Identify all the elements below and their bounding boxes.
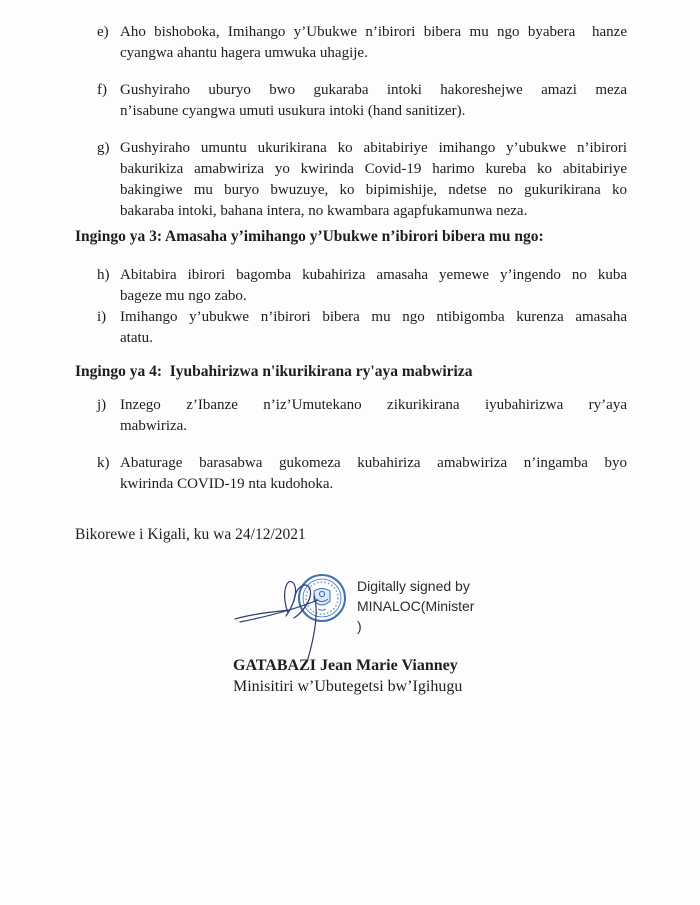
item-text-line: cyangwa ahantu hagera umwuka uhagije. bbox=[120, 45, 368, 61]
item-text-line: Gushyiraho uburyo bwo gukaraba intoki hakoreshejwe amazi meza bbox=[120, 82, 627, 98]
list-item-g bbox=[75, 138, 627, 222]
item-text-line: Imihango y’ubukwe n’ibirori bibera mu ngo ntibigomba kurenza amasaha bbox=[120, 309, 627, 325]
list-item-j bbox=[75, 395, 627, 437]
item-text-line: Abaturage barasabwa gukomeza kubahiriza amabwiriza n’ingamba byo bbox=[120, 455, 627, 471]
item-text-line: bakurikiza amabwiriza yo kwirinda Covid-19 harimo kureba ko abitabiriye bbox=[120, 161, 627, 177]
item-text-line: Gushyiraho umuntu ukurikirana ko abitabiriye imihango y’ubukwe n’ibirori bbox=[120, 140, 627, 156]
item-text-line: n’isabune cyangwa umuti usukura intoki (hand sanitizer). bbox=[120, 103, 466, 119]
item-text-line: bakaraba intoki, bahana intera, no kwambara agapfukamunwa neza. bbox=[120, 203, 528, 219]
item-text-line: bakingiwe mu buryo bwuzuye, ko bipimishije, ndetse no gukurikirana ko bbox=[120, 182, 627, 198]
item-letter: i) bbox=[97, 309, 107, 325]
list-item-f bbox=[75, 80, 627, 122]
digital-signature-caption bbox=[357, 576, 474, 636]
item-text-line: bageze mu ngo zabo. bbox=[120, 288, 247, 304]
digital-signature-line: Digitally signed by bbox=[357, 578, 470, 594]
handwritten-signature-icon bbox=[235, 581, 318, 662]
section-heading-ingingo-4: Ingingo ya 4: Iyubahirizwa n'ikurikirana ry'aya mabwiriza bbox=[75, 363, 473, 380]
digital-signature-line: ) bbox=[357, 618, 362, 634]
item-text-line: kwirinda COVID-19 nta kudohoka. bbox=[120, 476, 334, 492]
item-letter: h) bbox=[97, 267, 110, 283]
list-item-h bbox=[75, 265, 627, 307]
item-text-line: Inzego z’Ibanze n’iz’Umutekano zikurikirana iyubahirizwa ry’aya bbox=[120, 397, 627, 413]
digital-signature-line: MINALOC(Minister bbox=[357, 598, 475, 614]
item-letter: g) bbox=[97, 140, 110, 156]
signatory-name: GATABAZI Jean Marie Vianney bbox=[233, 657, 458, 674]
item-letter: f) bbox=[97, 82, 107, 98]
signature-block bbox=[75, 569, 627, 655]
minaloc-seal-icon bbox=[299, 575, 345, 621]
list-item-i bbox=[75, 307, 627, 349]
signatory-title: Minisitiri w’Ubutegetsi bw’Igihugu bbox=[233, 678, 463, 695]
item-text-line: atatu. bbox=[120, 330, 153, 346]
list-item-e bbox=[75, 22, 627, 64]
section-heading-ingingo-3: Ingingo ya 3: Amasaha y’imihango y’Ubukwe n’ibirori bibera mu ngo: bbox=[75, 228, 544, 245]
item-letter: k) bbox=[97, 455, 110, 471]
list-item-k bbox=[75, 453, 627, 495]
item-text-line: mabwiriza. bbox=[120, 418, 188, 434]
item-text-line: Abitabira ibirori bagomba kubahiriza amasaha yemewe y’ingendo no kuba bbox=[120, 267, 627, 283]
place-date-line: Bikorewe i Kigali, ku wa 24/12/2021 bbox=[75, 526, 306, 543]
item-letter: j) bbox=[97, 397, 107, 413]
item-letter: e) bbox=[97, 24, 109, 40]
signature-and-seal-graphic bbox=[230, 569, 370, 669]
item-text-line: Aho bishoboka, Imihango y’Ubukwe n’ibirori bibera mu ngo byabera hanze bbox=[120, 24, 627, 40]
